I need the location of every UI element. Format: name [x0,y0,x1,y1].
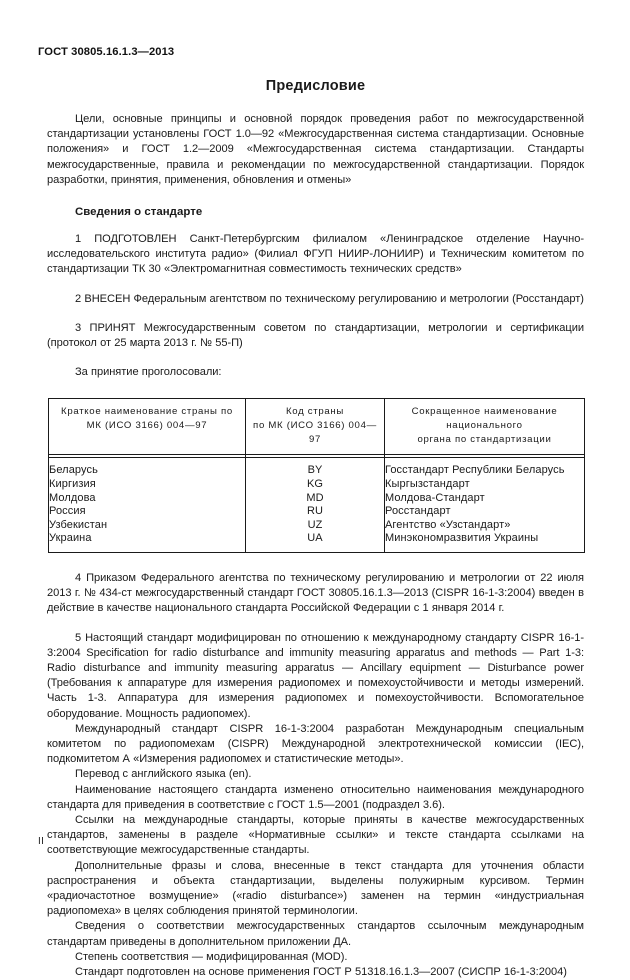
table-header-row [49,399,585,455]
country-name: Киргизия [49,478,96,491]
country-code: KG [306,478,324,491]
page-content [47,78,584,980]
cell-bottom-spacer [49,546,245,552]
national-body-name: Кыргызстандарт [385,478,470,491]
standard-info-item-1: 1 ПОДГОТОВЛЕН Санкт-Петербургским филиалом «Ленинградское отделение Научно-исследовательского института радио» (Филиал ФГУП НИИР-ЛОНИИР) и Техническим комитетом по стандартизации ТК 30 «Электромагнитная совместимость технических средств» [47,233,584,276]
spacer [47,553,584,571]
spacer [47,188,584,206]
national-body-name: Росстандарт [385,505,451,518]
after-table-item-5-p8: Степень соответствия — модифицированная (MOD). [75,950,348,963]
country-name: Узбекистан [49,518,108,531]
country-list [49,464,245,546]
national-body-name: Молдова-Стандарт [385,491,485,504]
standard-info-heading: Сведения о стандарте [75,206,203,219]
column-header-body-line2: органа по стандартизации [417,434,552,446]
spacer [47,218,584,232]
spacer [47,307,584,321]
vote-intro-text: За принятие проголосовали: [75,366,222,379]
standard-info-item-3: 3 ПРИНЯТ Межгосударственным советом по стандартизации, метрологии и сертификации (протокол от 25 марта 2013 г. № 55-П) [47,321,584,350]
after-table-item-5-p5: Ссылки на международные стандарты, которые приняты в качестве межгосударственных стандартов, заменены в разделе «Нормативные ссылки» и тексте стандарта ссылками на соответствующие межгосударственные стандарты. [47,814,584,857]
country-name: Беларусь [49,464,98,477]
spacer [47,380,584,398]
page-title: Предисловие [265,78,366,94]
column-header-country [49,399,246,455]
spacer [47,351,584,365]
after-table-item-5-p4: Наименование настоящего стандарта изменено относительно наименования международного стандарта для приведения в соответствие с ГОСТ 1.5—2001 (подраздел 3.6). [47,783,584,811]
after-table-item-4: 4 Приказом Федерального агентства по техническому регулированию и метрологии от 22 июля 2013 г. № 434-ст межгосударственный стандарт ГОСТ 30805.16.1.3—2013 (CISPR 16-1-3:2004) введен в действие в качестве национального стандарта Российской Федерации с 1 января 2014 г. [47,572,584,615]
national-body-name: Минэкономразвития Украины [385,532,539,545]
standard-info-item-2: 2 ВНЕСЕН Федеральным агентством по техническому регулированию и метрологии (Росстандарт) [75,292,584,305]
table-body-cell-code [246,458,385,553]
national-body-name: Госстандарт Республики Беларусь [385,464,565,477]
column-header-code-line2: по МК (ИСО 3166) 004— 97 [253,420,377,446]
country-code: MD [306,491,324,504]
country-name: Россия [49,505,86,518]
column-header-country-line1: Краткое наименование страны по [61,406,233,418]
after-table-item-5-p3: Перевод с английского языка (en). [75,768,252,781]
country-code: BY [307,464,323,477]
table-head [49,399,585,458]
country-name: Украина [49,532,92,545]
table-body [49,458,585,553]
after-table-item-5: 5 Настоящий стандарт модифицирован по отношению к международному стандарту CISPR 16-1-3:2004 Specification for radio disturbance and immunity measuring apparatus and methods — Part 1-3: Radio disturbance and immunity measuring apparatus — Ancillary equipment — Disturbance power (Требования к аппаратуре для измерения радиопомех и помехоустойчивости и методы измерений. Часть 1-3. Аппаратура для измерения радиопомех и помехоустойчивости. Вспомогательное оборудование. Мощность радиопомех). [47,631,584,720]
after-table-item-5-p9: Стандарт подготовлен на основе применения ГОСТ Р 51318.16.1.3—2007 (СИСПР 16-1-3:2004) [75,966,567,979]
vote-table-wrapper [47,398,584,553]
country-code: UA [307,532,323,545]
column-header-country-line2: МК (ИСО 3166) 004—97 [86,420,208,432]
country-name: Молдова [49,491,96,504]
column-header-body [385,399,585,455]
running-header: ГОСТ 30805.16.1.3—2013 [38,46,175,58]
after-table-item-5-p7: Сведения о соответствии межгосударственных стандартов ссылочным международным стандартам приведены в дополнительном приложении ДА. [47,920,584,948]
table-body-row [49,458,585,553]
after-table-item-5-p2: Международный стандарт CISPR 16-1-3:2004 разработан Международным специальным комитетом по радиопомехам (CISPR) Международной электротехнической комиссии (IEC), подкомитетом А «Измерения радиопомех и статистические методы». [47,722,584,766]
national-body-list [385,464,584,546]
table-body-cell-body [385,458,585,553]
country-vote-table [48,398,585,553]
column-header-code [246,399,385,455]
code-list [246,464,384,546]
column-header-code-line1: Код страны [285,406,345,418]
after-table-item-5-p6: Дополнительные фразы и слова, внесенные в текст стандарта для уточнения области распространения и объекта стандартизации, выделены полужирным курсивом. Термин «радиочастотное возмущение» («radio disturbance») заменен на термин «индустриальная радиопомеха» в целях соблюдения принятой терминологии. [47,859,584,918]
country-code: RU [306,505,324,518]
intro-paragraph: Цели, основные принципы и основной порядок проведения работ по межгосударственной стандартизации установлены ГОСТ 1.0—92 «Межгосударственная система стандартизации. Основные положения» и ГОСТ 1.2—2009 «Межгосударственная система стандартизации. Стандарты межгосударственные, правила и рекомендации по межгосударственной стандартизации. Порядок разработки, принятия, применения, обновления и отмены» [47,113,584,186]
country-code: UZ [307,518,323,531]
spacer [47,617,584,631]
national-body-name: Агентство «Узстандарт» [385,518,511,531]
cell-bottom-spacer [246,546,384,552]
cell-bottom-spacer [385,546,584,552]
table-body-cell-country [49,458,246,553]
spacer [47,278,584,292]
column-header-body-line1: Сокращенное наименование национального [411,406,558,432]
page-number: II [38,836,45,847]
